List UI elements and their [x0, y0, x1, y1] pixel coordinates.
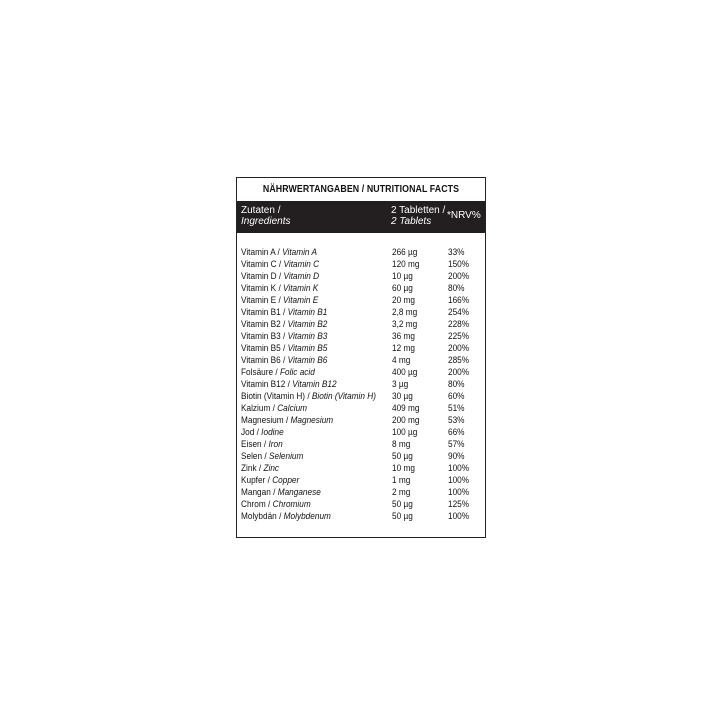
ingredient-amount: 36 mg [392, 331, 415, 342]
name-separator: / [275, 247, 283, 258]
ingredient-amount: 1 mg [392, 475, 411, 486]
ingredient-nrv: 100% [448, 487, 470, 498]
ingredient-name [241, 283, 318, 295]
ingredient-name-de: Vitamin B5 [241, 343, 281, 354]
name-separator: / [285, 379, 293, 390]
ingredient-name-de: Kupfer [241, 475, 266, 486]
ingredient-nrv: 254% [448, 307, 470, 318]
name-separator: / [270, 487, 278, 498]
ingredient-amount: 2,8 mg [392, 307, 418, 318]
ingredient-name-en: Magnesium [290, 415, 334, 426]
name-separator: / [273, 367, 280, 378]
ingredient-name [241, 487, 321, 499]
ingredient-name [241, 463, 279, 475]
ingredient-name-de: Zink [241, 463, 257, 474]
name-separator: / [280, 343, 288, 354]
ingredient-name-de: Mangan [241, 487, 271, 498]
ingredient-nrv: 33% [448, 247, 465, 258]
ingredient-name [241, 259, 319, 271]
name-separator: / [254, 427, 262, 438]
ingredient-name [241, 331, 327, 343]
table-row [237, 367, 485, 379]
ingredient-name [241, 499, 311, 511]
ingredient-name [241, 379, 337, 391]
nutrition-label [236, 177, 486, 538]
ingredient-name-en: Copper [272, 475, 300, 486]
ingredient-name-de: Vitamin B6 [241, 355, 281, 366]
ingredient-nrv: 90% [448, 451, 465, 462]
header-nrv: *NRV% [447, 210, 481, 221]
ingredient-name-de: Jod [241, 427, 255, 438]
ingredient-nrv: 51% [448, 403, 465, 414]
table-row [237, 379, 485, 391]
header-amount [391, 205, 445, 227]
ingredient-nrv: 60% [448, 391, 465, 402]
ingredient-nrv: 80% [448, 283, 465, 294]
ingredient-name-de: Vitamin B12 [241, 379, 286, 390]
ingredient-name-en: Vitamin C [283, 259, 320, 270]
table-header [237, 201, 485, 233]
ingredient-amount: 409 mg [392, 403, 420, 414]
ingredient-nrv: 285% [448, 355, 470, 366]
ingredient-nrv: 200% [448, 367, 470, 378]
table-row [237, 427, 485, 439]
header-amount-en: 2 Tablets [391, 216, 432, 227]
ingredient-name-de: Selen [241, 451, 263, 462]
name-separator: / [261, 439, 269, 450]
ingredient-amount: 30 µg [392, 391, 413, 402]
table-row [237, 463, 485, 475]
ingredient-nrv: 100% [448, 475, 470, 486]
ingredient-name-en: Molybdenum [283, 511, 331, 522]
name-separator: / [276, 271, 284, 282]
ingredient-name-en: Vitamin A [282, 247, 317, 258]
table-row [237, 391, 485, 403]
ingredient-name-en: Vitamin K [283, 283, 319, 294]
ingredient-name [241, 427, 284, 439]
header-amount-de: 2 Tabletten / [391, 205, 446, 216]
ingredient-amount: 10 µg [392, 271, 413, 282]
name-separator: / [276, 283, 284, 294]
ingredient-name-en: Vitamin B6 [287, 355, 328, 366]
table-row [237, 259, 485, 271]
name-separator: / [283, 415, 291, 426]
name-separator: / [256, 463, 264, 474]
ingredient-amount: 12 mg [392, 343, 415, 354]
ingredient-amount: 200 mg [392, 415, 420, 426]
ingredient-nrv: 166% [448, 295, 470, 306]
table-row [237, 355, 485, 367]
ingredient-name [241, 403, 307, 415]
table-row [237, 415, 485, 427]
ingredient-name [241, 271, 319, 283]
ingredient-name [241, 511, 331, 523]
ingredient-name-de: Molybdän [241, 511, 277, 522]
ingredient-nrv: 100% [448, 463, 470, 474]
table-row [237, 343, 485, 355]
table-row [237, 475, 485, 487]
ingredient-name-de: Vitamin B3 [241, 331, 281, 342]
ingredient-nrv: 66% [448, 427, 465, 438]
header-ingredients-en: Ingredients [241, 216, 291, 227]
ingredient-amount: 266 µg [392, 247, 418, 258]
table-row [237, 511, 485, 523]
ingredient-name-de: Vitamin B1 [241, 307, 281, 318]
ingredient-name-en: Vitamin B5 [287, 343, 328, 354]
ingredient-amount: 20 mg [392, 295, 415, 306]
table-row [237, 247, 485, 259]
ingredient-name-de: Kalzium [241, 403, 271, 414]
ingredient-name-en: Selenium [268, 451, 304, 462]
ingredient-nrv: 150% [448, 259, 470, 270]
ingredient-name-de: Vitamin B2 [241, 319, 281, 330]
ingredient-name-en: Iron [268, 439, 283, 450]
ingredient-name [241, 475, 299, 487]
ingredient-amount: 50 µg [392, 451, 413, 462]
ingredient-name [241, 295, 318, 307]
name-separator: / [305, 391, 312, 402]
name-separator: / [276, 511, 284, 522]
ingredient-name [241, 415, 333, 427]
ingredient-name-de: Biotin (Vitamin H) [241, 391, 306, 402]
ingredient-name-de: Folsäure [241, 367, 274, 378]
ingredient-name-en: Chromium [272, 499, 311, 510]
ingredient-name-de: Vitamin A [241, 247, 276, 258]
ingredient-name-en: Folic acid [279, 367, 315, 378]
ingredient-name-de: Vitamin C [241, 259, 277, 270]
ingredient-amount: 100 µg [392, 427, 418, 438]
name-separator: / [280, 355, 288, 366]
name-separator: / [280, 331, 288, 342]
ingredient-name-de: Vitamin D [241, 271, 277, 282]
name-separator: / [270, 403, 278, 414]
ingredient-amount: 60 µg [392, 283, 413, 294]
ingredient-name-en: Iodine [261, 427, 284, 438]
ingredient-name [241, 247, 317, 259]
nutrient-list [237, 247, 485, 523]
name-separator: / [265, 499, 273, 510]
ingredient-name-en: Zinc [263, 463, 280, 474]
table-row [237, 439, 485, 451]
table-row [237, 307, 485, 319]
ingredient-amount: 400 µg [392, 367, 418, 378]
label-title: NÄHRWERTANGABEN / NUTRITIONAL FACTS [262, 184, 460, 195]
ingredient-name [241, 307, 327, 319]
table-row [237, 319, 485, 331]
ingredient-nrv: 228% [448, 319, 470, 330]
ingredient-name [241, 343, 327, 355]
ingredient-name-de: Vitamin E [241, 295, 277, 306]
table-row [237, 295, 485, 307]
ingredient-name [241, 355, 327, 367]
ingredient-name [241, 439, 283, 451]
ingredient-amount: 50 µg [392, 499, 413, 510]
ingredient-name-en: Biotin (Vitamin H) [311, 391, 376, 402]
table-row [237, 451, 485, 463]
ingredient-nrv: 125% [448, 499, 470, 510]
header-ingredients [241, 205, 290, 227]
name-separator: / [262, 451, 269, 462]
ingredient-name-de: Eisen [241, 439, 262, 450]
ingredient-name-de: Magnesium [241, 415, 284, 426]
ingredient-nrv: 200% [448, 343, 470, 354]
name-separator: / [265, 475, 273, 486]
ingredient-name-de: Chrom [241, 499, 266, 510]
header-ingredients-de: Zutaten / [241, 205, 281, 216]
ingredient-name [241, 319, 327, 331]
ingredient-name [241, 451, 303, 463]
ingredient-amount: 120 mg [392, 259, 420, 270]
name-separator: / [276, 259, 284, 270]
ingredient-name [241, 367, 315, 379]
table-row [237, 331, 485, 343]
ingredient-name-en: Calcium [277, 403, 308, 414]
name-separator: / [280, 307, 288, 318]
ingredient-nrv: 57% [448, 439, 465, 450]
ingredient-amount: 8 mg [392, 439, 411, 450]
ingredient-name-en: Vitamin B12 [292, 379, 337, 390]
table-row [237, 283, 485, 295]
ingredient-nrv: 80% [448, 379, 465, 390]
ingredient-name-de: Vitamin K [241, 283, 277, 294]
ingredient-name-en: Manganese [277, 487, 321, 498]
ingredient-amount: 50 µg [392, 511, 413, 522]
name-separator: / [276, 295, 284, 306]
ingredient-amount: 3 µg [392, 379, 409, 390]
ingredient-nrv: 100% [448, 511, 470, 522]
ingredient-name-en: Vitamin E [283, 295, 319, 306]
ingredient-nrv: 200% [448, 271, 470, 282]
table-row [237, 499, 485, 511]
ingredient-amount: 10 mg [392, 463, 415, 474]
ingredient-name [241, 391, 376, 403]
ingredient-nrv: 53% [448, 415, 465, 426]
ingredient-name-en: Vitamin B2 [287, 319, 328, 330]
table-row [237, 271, 485, 283]
ingredient-nrv: 225% [448, 331, 470, 342]
table-row [237, 403, 485, 415]
ingredient-name-en: Vitamin B1 [287, 307, 328, 318]
ingredient-amount: 3,2 mg [392, 319, 418, 330]
table-row [237, 487, 485, 499]
ingredient-amount: 2 mg [392, 487, 411, 498]
ingredient-amount: 4 mg [392, 355, 411, 366]
ingredient-name-en: Vitamin D [283, 271, 320, 282]
name-separator: / [280, 319, 288, 330]
ingredient-name-en: Vitamin B3 [287, 331, 328, 342]
